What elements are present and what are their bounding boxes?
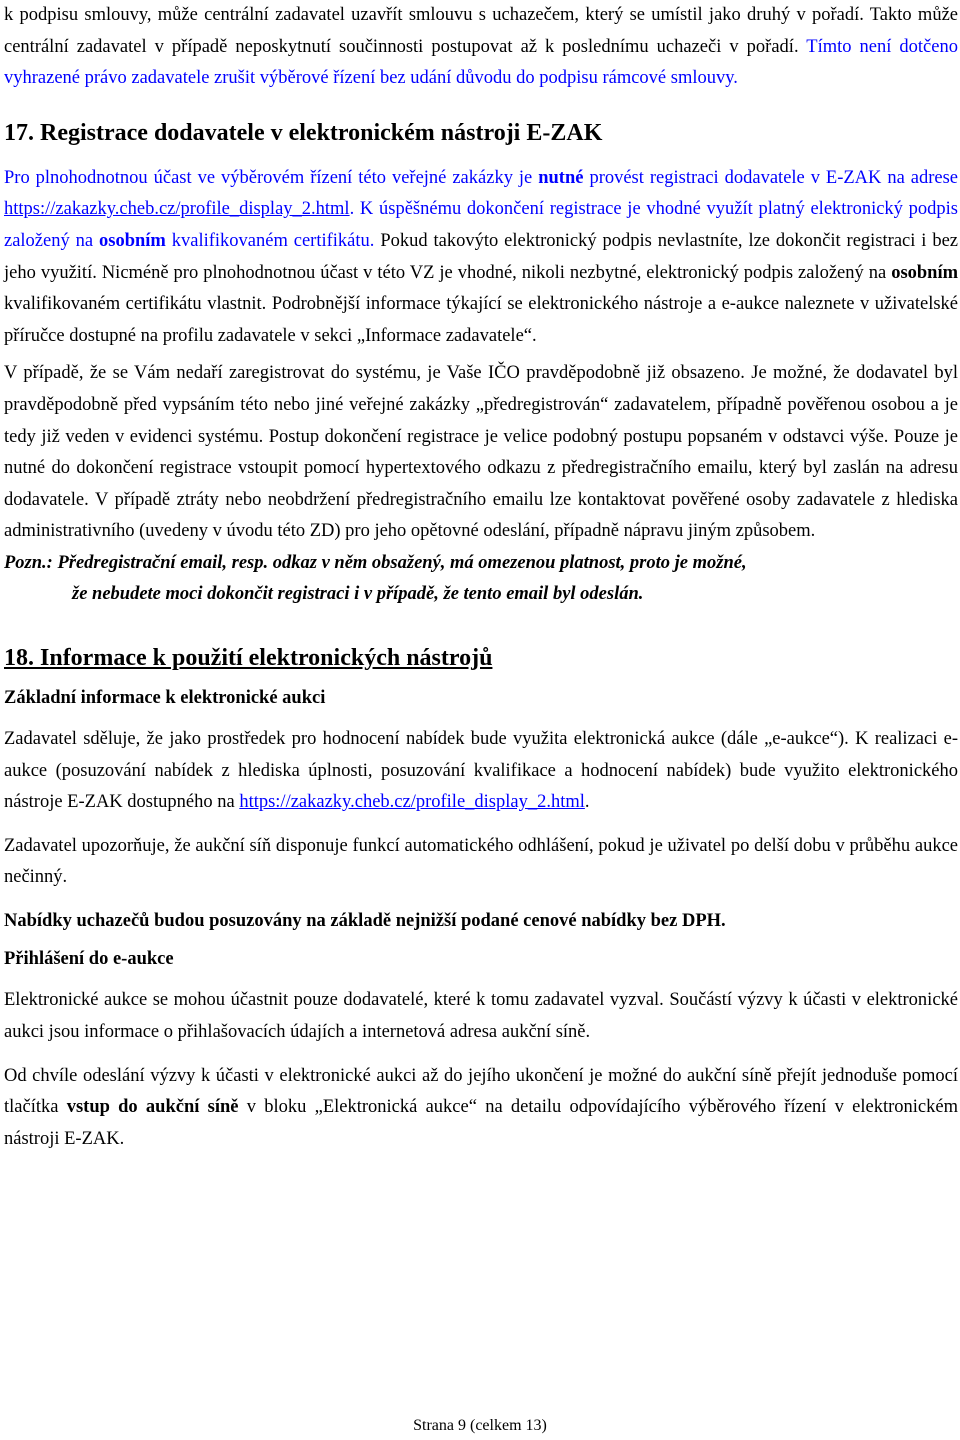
text: Podrobnější informace týkající se elektronického nástroje a e-aukce naleznete v uživatelské příručce dostupné na profilu zadavatele v sekci „Informace zadavatele“.: [4, 294, 958, 346]
section-18-paragraph-5: [4, 1061, 958, 1156]
emphasis: vstup do aukční síně: [66, 1097, 239, 1118]
text: .: [584, 792, 590, 813]
text: v bloku „Elektronická aukce“ na detailu odpovídajícího výběrového řízení v elektronickém nástroji E-ZAK.: [4, 1097, 958, 1149]
subheading-auction-login: Přihlášení do e-aukce: [4, 949, 174, 970]
section-17-paragraph-2: V případě, že se Vám nedaří zaregistrovat do systému, je Vaše IČO pravděpodobně již obsazeno. Je možné, že dodavatel byl pravděpodobně před vypsáním této nebo jiné veřejné zakázky „předregistrován“ zadavatelem, případně pověřenou osobou a je tedy již veden v evidenci systému. Postup dokončení registrace je velice podobný postupu popsaném v odstavci výše. Pouze je nutné do dokončení registrace vstoupit pomocí hypertextového odkazu z předregistračního emailu, který byl zaslán na adresu dodavatele. V případě ztráty nebo neobdržení předregistračního emailu lze kontaktovat pověřené osoby zadavatele z hlediska administrativního (uvedeny v úvodu této ZD) pro jeho opětovné odeslání, případně nápravu jiným způsobem.: [4, 363, 958, 542]
section-18-paragraph-2: Zadavatel upozorňuje, že aukční síň disponuje funkcí automatického odhlášení, pokud je uživatel po delší dobu v průběhu aukce nečinný.: [4, 835, 958, 888]
section-18-paragraph-1: [4, 724, 958, 819]
emphasis: nutné: [538, 167, 584, 188]
page-footer: Strana 9 (celkem 13): [413, 1417, 547, 1434]
intro-text-1: k podpisu smlouvy, může centrální zadavatel uzavřít smlouvu s uchazečem, který se umístil jako druhý v pořadí. Takto může centrální zadavatel v případě neposkytnutí součinnosti postupovat až k poslednímu uchazeči v pořadí.: [4, 5, 958, 57]
section-18-paragraph-4: Elektronické aukce se mohou účastnit pouze dodavatelé, které k tomu zadavatel vyzval. Součástí výzvy k účasti v elektronické aukci jsou informace o přihlašovacích údajích a internetová adresa aukční síně.: [4, 990, 958, 1043]
text: Od chvíle odeslání výzvy k účasti v elektronické aukci až do jejího ukončení je možné do aukční síně přejít jednoduše pomocí tlačítka: [4, 1065, 958, 1118]
document-page: [4, 0, 958, 1155]
text: . K úspěšnému dokončení registrace je vhodné využít platný elektronický podpis založený na: [4, 199, 958, 251]
note-line-2: že nebudete moci dokončit registraci i v případě, že tento email byl odeslán.: [72, 583, 644, 604]
section-17-heading: 17. Registrace dodavatele v elektronickém nástroji E-ZAK: [4, 119, 603, 146]
text: kvalifikovaném certifikátu.: [171, 230, 375, 251]
section-18-heading: 18. Informace k použití elektronických nástrojů: [4, 644, 493, 671]
emphasis: osobním: [891, 262, 959, 283]
subheading-electronic-auction: Základní informace k elektronické aukci: [4, 687, 326, 708]
registration-link[interactable]: https://zakazky.cheb.cz/profile_display_2.html: [4, 199, 350, 220]
text: kvalifikovaném certifikátu vlastnit.: [4, 294, 267, 315]
note-line-1: Pozn.: Předregistrační email, resp. odkaz v něm obsažený, má omezenou platnost, proto je možné,: [4, 552, 747, 573]
text: Pokud takovýto elektronický podpis nevlastníte, lze dokončit registraci i bez jeho využití.: [4, 230, 958, 283]
emphasis: osobním: [99, 230, 166, 251]
section-17-paragraph-1: [4, 163, 958, 353]
text: Nicméně pro plnohodnotnou účast v této VZ je vhodné, nikoli nezbytné, elektronický podpis založený na: [101, 262, 887, 283]
intro-text-2: Tímto není dotčeno vyhrazené právo zadavatele zrušit výběrové řízení bez udání důvodu do podpisu rámcové smlouvy.: [4, 36, 958, 89]
section-18-paragraph-3: Nabídky uchazečů budou posuzovány na základě nejnižší podané cenové nabídky bez DPH.: [4, 910, 726, 931]
text: provést registraci dodavatele v E-ZAK na adrese: [589, 167, 959, 188]
text: Zadavatel sděluje, že jako prostředek pro hodnocení nabídek bude využita elektronická aukce (dále „e-aukce“). K realizaci e-aukce (posuzování nabídek z hlediska úplnosti, posuzování kvalifikace a hodnocení nabídek) bude využito elektronického nástroje E-ZAK dostupného na: [4, 728, 958, 813]
intro-paragraph: [4, 0, 958, 95]
auction-tool-link[interactable]: https://zakazky.cheb.cz/profile_display_2.html: [239, 792, 585, 813]
text: Pro plnohodnotnou účast ve výběrovém řízení této veřejné zakázky je: [4, 167, 533, 188]
